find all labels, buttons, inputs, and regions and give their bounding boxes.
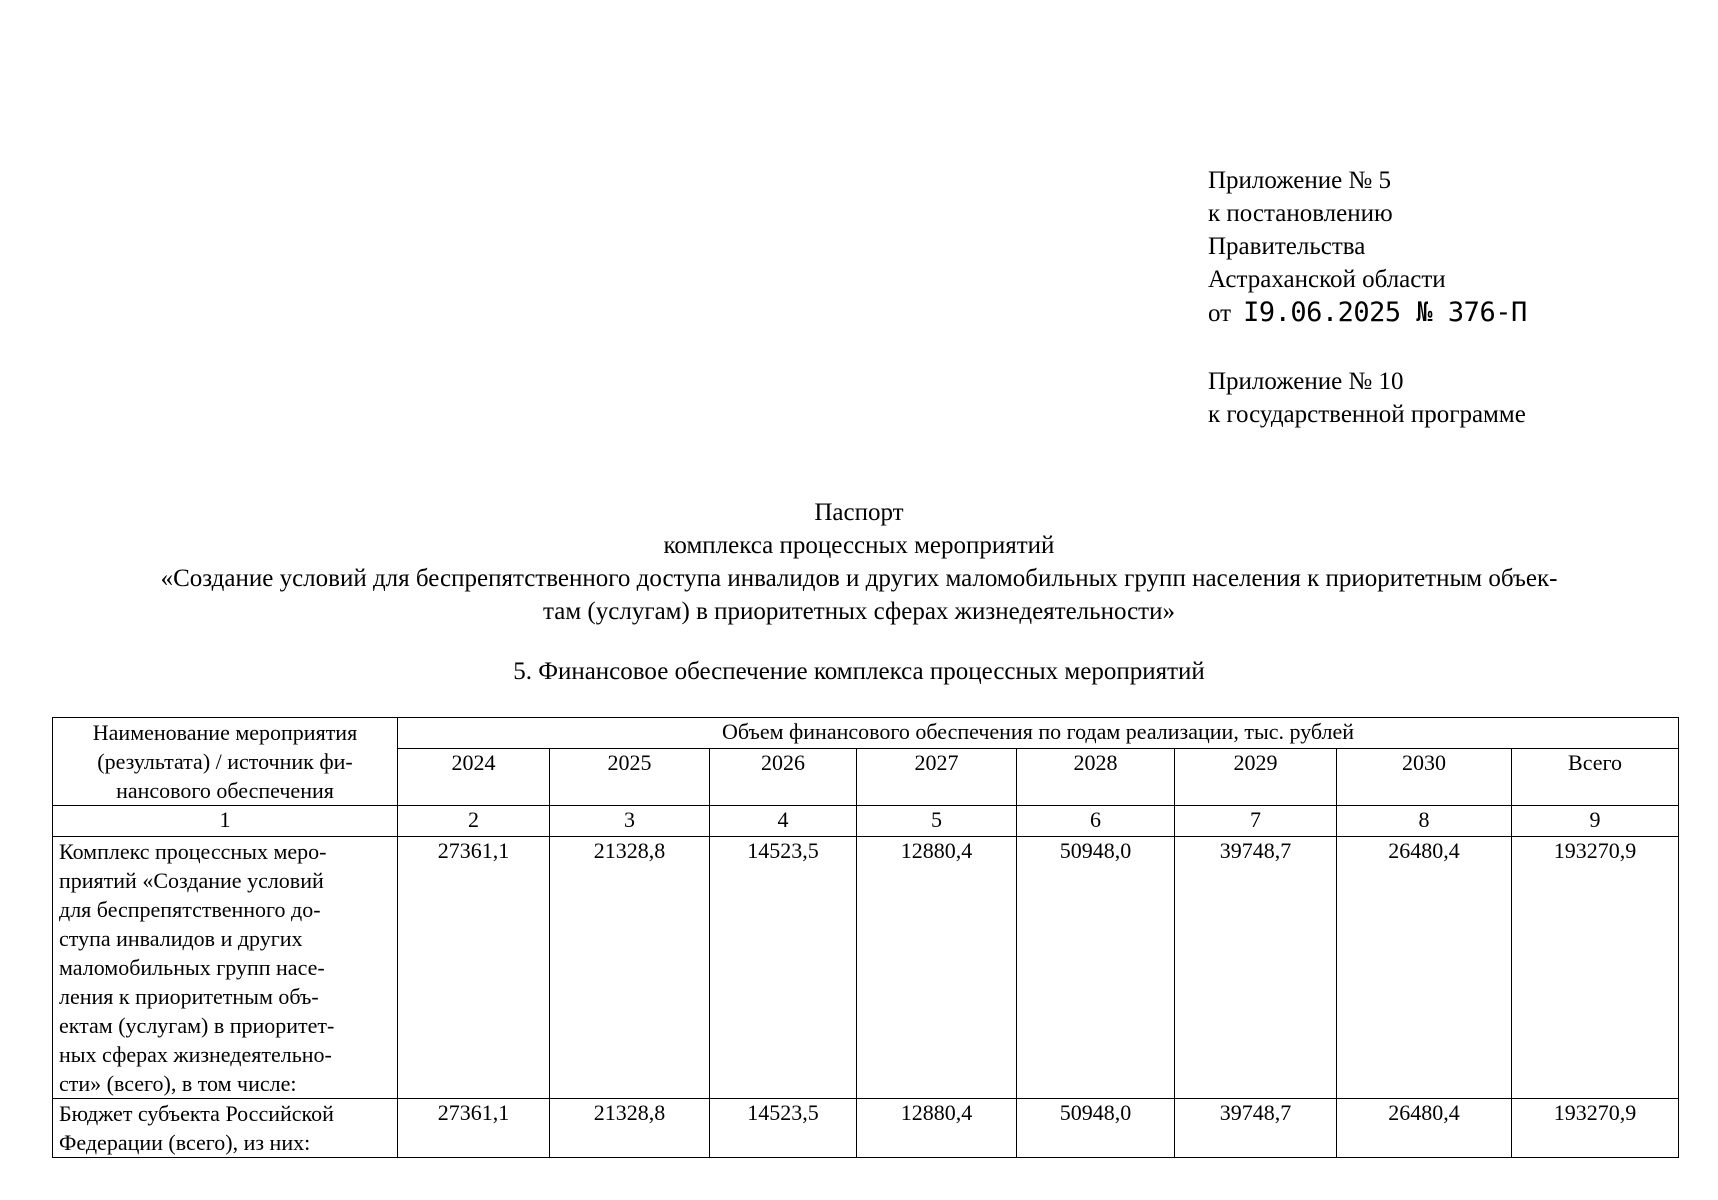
value-cell-2027: 12880,4	[857, 1099, 1017, 1158]
column-number-row	[53, 806, 1679, 837]
value-cell-2025: 21328,8	[550, 1099, 710, 1158]
annex-line: Приложение № 10	[1208, 368, 1404, 395]
year-header: 2026	[710, 749, 857, 806]
row-name-line: ектам (услугам) в приоритет-	[59, 1013, 335, 1038]
row-name-line: ступа инвалидов и других	[59, 926, 303, 951]
year-header: 2028	[1017, 749, 1175, 806]
row-name-line: Комплекс процессных меро-	[59, 839, 327, 864]
table-row	[53, 837, 1679, 1099]
value-cell-2028: 50948,0	[1017, 837, 1175, 1099]
row-name-line: ных сферах жизнедеятельно-	[59, 1042, 332, 1067]
row-name-line: приятий «Создание условий	[59, 868, 324, 893]
value-cell-2028: 50948,0	[1017, 1099, 1175, 1158]
year-header: 2024	[398, 749, 550, 806]
value-cell-2025: 21328,8	[550, 837, 710, 1099]
column-number: 3	[550, 806, 710, 837]
value-cell-2029: 39748,7	[1175, 1099, 1337, 1158]
annex-line: к постановлению	[1208, 200, 1393, 227]
value-cell-2030: 26480,4	[1337, 1099, 1512, 1158]
row-name-line: для беспрепятственного до-	[59, 897, 321, 922]
decree-date-line	[1208, 296, 1527, 330]
row-name-complex	[53, 837, 398, 1099]
value-cell-2027: 12880,4	[857, 837, 1017, 1099]
value-cell-total: 193270,9	[1512, 1099, 1679, 1158]
value-cell-2024: 27361,1	[398, 837, 550, 1099]
year-header: 2025	[550, 749, 710, 806]
value-cell-2029: 39748,7	[1175, 837, 1337, 1099]
row-name-line: маломобильных групп насе-	[59, 955, 325, 980]
column-number: 1	[53, 806, 398, 837]
funding-group-header: Объем финансового обеспечения по годам реализации, тыс. рублей	[398, 718, 1679, 749]
title-line-2: комплекса процессных мероприятий	[663, 532, 1055, 559]
column-number: 2	[398, 806, 550, 837]
title-line-1: Паспорт	[814, 499, 904, 526]
column-number: 8	[1337, 806, 1512, 837]
title-line-3: «Создание условий для беспрепятственного доступа инвалидов и других маломобильных групп населения к приоритетным объек-	[160, 565, 1558, 592]
column-number: 7	[1175, 806, 1337, 837]
value-cell-total: 193270,9	[1512, 837, 1679, 1099]
table-row	[53, 1099, 1679, 1158]
column-number: 5	[857, 806, 1017, 837]
value-cell-2026: 14523,5	[710, 837, 857, 1099]
name-column-header	[53, 718, 398, 806]
row-name-regional-budget	[53, 1099, 398, 1158]
decree-date-number: I9.06.2025 № 376-П	[1243, 297, 1527, 328]
section-heading: 5. Финансовое обеспечение комплекса процессных мероприятий	[513, 658, 1205, 685]
row-name-line: ления к приоритетным объ-	[59, 984, 319, 1009]
decree-date-prefix: от	[1208, 300, 1232, 327]
annex-block-program	[1208, 365, 1526, 431]
year-header: 2030	[1337, 749, 1512, 806]
total-header: Всего	[1512, 749, 1679, 806]
row-name-line: Федерации (всего), из них:	[59, 1130, 311, 1155]
column-number: 9	[1512, 806, 1679, 837]
title-line-4: там (услугам) в приоритетных сферах жизнедеятельности»	[543, 598, 1175, 625]
year-header: 2029	[1175, 749, 1337, 806]
document-title	[0, 496, 1718, 628]
value-cell-2024: 27361,1	[398, 1099, 550, 1158]
header-line: нансового обеспечения	[116, 778, 334, 803]
year-header: 2027	[857, 749, 1017, 806]
table-header-row	[53, 718, 1679, 749]
annex-line: к государственной программе	[1208, 401, 1526, 428]
column-number: 6	[1017, 806, 1175, 837]
value-cell-2026: 14523,5	[710, 1099, 857, 1158]
column-number: 4	[710, 806, 857, 837]
annex-block-resolution	[1208, 164, 1527, 330]
row-name-line: Бюджет субъекта Российской	[59, 1101, 334, 1126]
annex-line: Приложение № 5	[1208, 167, 1392, 194]
header-line: (результата) / источник фи-	[97, 749, 353, 774]
finance-table	[52, 717, 1679, 1158]
value-cell-2030: 26480,4	[1337, 837, 1512, 1099]
header-line: Наименование мероприятия	[92, 720, 358, 745]
annex-line: Правительства	[1208, 233, 1366, 260]
annex-line: Астраханской области	[1208, 266, 1446, 293]
row-name-line: сти» (всего), в том числе:	[59, 1071, 297, 1096]
